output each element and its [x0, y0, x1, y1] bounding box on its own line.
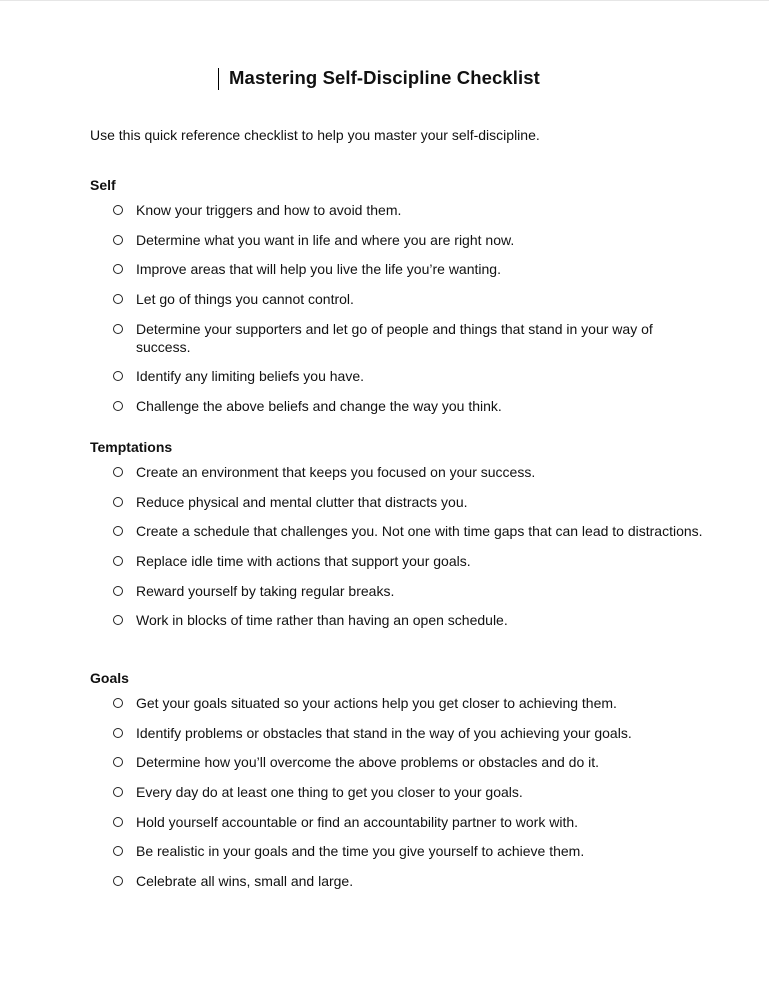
checklist-item-text: Challenge the above beliefs and change the way you think.: [136, 398, 502, 415]
checklist-item[interactable]: [90, 397, 710, 415]
checklist-item-text: Every day do at least one thing to get you closer to your goals.: [136, 784, 523, 801]
checkbox-circle-icon: [113, 698, 123, 708]
checkbox-circle-icon: [113, 817, 123, 827]
checkbox-circle-icon: [113, 556, 123, 566]
checklist-item-text: Hold yourself accountable or find an accountability partner to work with.: [136, 813, 579, 830]
checklist-item-text: Identify any limiting beliefs you have.: [136, 368, 365, 385]
checklist-item-text: Be realistic in your goals and the time you give yourself to achieve them.: [136, 843, 585, 860]
checklist-item[interactable]: [90, 290, 710, 308]
checklist-item-text: Reduce physical and mental clutter that distracts you.: [136, 493, 468, 510]
checklist-item-text: Reward yourself by taking regular breaks.: [136, 582, 395, 599]
checklist-item-text: Determine how you’ll overcome the above problems or obstacles and do it.: [136, 754, 600, 771]
section-temptations: [90, 439, 710, 641]
checklist-item[interactable]: [90, 753, 710, 771]
checkbox-circle-icon: [113, 371, 123, 381]
checklist: [90, 201, 710, 415]
checklist-item-text: Replace idle time with actions that support your goals.: [136, 553, 471, 570]
checkbox-circle-icon: [113, 467, 123, 477]
checklist-item[interactable]: [90, 320, 710, 356]
checkbox-circle-icon: [113, 497, 123, 507]
checklist-item-text: Work in blocks of time rather than having an open schedule.: [136, 612, 508, 629]
checklist-item[interactable]: [90, 842, 710, 860]
checklist-item-text: Celebrate all wins, small and large.: [136, 873, 354, 890]
checklist-item[interactable]: [90, 231, 710, 249]
checklist-item[interactable]: [90, 367, 710, 385]
section-self: [90, 177, 710, 427]
checklist-item-text: Determine what you want in life and where you are right now.: [136, 231, 515, 248]
checklist: [90, 463, 710, 629]
checklist-item[interactable]: [90, 201, 710, 219]
checklist-item[interactable]: [90, 872, 710, 890]
checklist-item[interactable]: [90, 493, 710, 511]
checkbox-circle-icon: [113, 757, 123, 767]
checklist-item[interactable]: [90, 552, 710, 570]
checklist-item-text: Create an environment that keeps you focused on your success.: [136, 464, 536, 480]
checklist-item[interactable]: [90, 463, 710, 481]
checklist-item-text: Improve areas that will help you live the life you’re wanting.: [136, 261, 501, 278]
checklist-item[interactable]: [90, 611, 710, 629]
checklist-item[interactable]: [90, 260, 710, 278]
checklist-item[interactable]: [90, 783, 710, 801]
checkbox-circle-icon: [113, 526, 123, 536]
checkbox-circle-icon: [113, 264, 123, 274]
checkbox-circle-icon: [113, 401, 123, 411]
section-heading[interactable]: Self: [90, 177, 116, 193]
checklist-item-text: Let go of things you cannot control.: [136, 291, 354, 308]
checklist-item[interactable]: [90, 813, 710, 831]
checklist-item[interactable]: [90, 582, 710, 600]
section-heading[interactable]: Temptations: [90, 439, 173, 455]
checkbox-circle-icon: [113, 205, 123, 215]
checklist-item-text: Get your goals situated so your actions help you get closer to achieving them.: [136, 695, 617, 711]
checkbox-circle-icon: [113, 235, 123, 245]
checklist-item-text: Know your triggers and how to avoid them.: [136, 202, 402, 218]
checklist: [90, 694, 710, 890]
checklist-item[interactable]: [90, 522, 710, 540]
checkbox-circle-icon: [113, 615, 123, 625]
checkbox-circle-icon: [113, 294, 123, 304]
section-heading[interactable]: Goals: [90, 670, 129, 686]
checkbox-circle-icon: [113, 728, 123, 738]
checklist-item[interactable]: [90, 724, 710, 742]
intro-paragraph[interactable]: Use this quick reference checklist to help you master your self-discipline.: [90, 127, 540, 143]
checkbox-circle-icon: [113, 324, 123, 334]
checkbox-circle-icon: [113, 876, 123, 886]
checklist-item-text: Identify problems or obstacles that stand in the way of you achieving your goals.: [136, 724, 632, 741]
section-goals: [90, 670, 710, 902]
checklist-item-text: Create a schedule that challenges you. Not one with time gaps that can lead to distractions.: [136, 523, 703, 540]
checkbox-circle-icon: [113, 787, 123, 797]
checklist-item-text: Determine your supporters and let go of people and things that stand in your way of success.: [136, 320, 653, 355]
checkbox-circle-icon: [113, 846, 123, 856]
checkbox-circle-icon: [113, 586, 123, 596]
document-title[interactable]: Mastering Self-Discipline Checklist: [229, 67, 540, 88]
checklist-item[interactable]: [90, 694, 710, 712]
